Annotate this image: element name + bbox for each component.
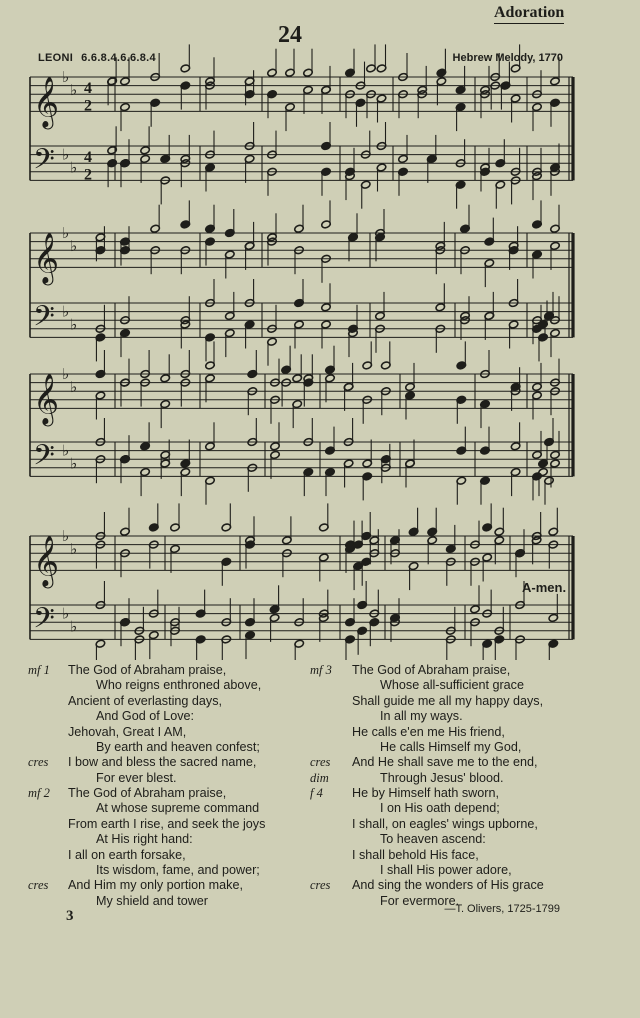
verse-line-text: The God of Abraham praise, [68, 786, 227, 800]
verse-3 [310, 663, 544, 786]
verse-line [68, 894, 265, 909]
verse-line-text: I bow and bless the sacred name, [68, 755, 257, 770]
flat-icon: ♭ [70, 158, 78, 177]
verse-line-text: In all my ways. [380, 709, 463, 724]
flat-icon: ♭ [62, 224, 70, 242]
verse-line-text: And He shall save me to the end, [352, 755, 538, 770]
verse-line-text: By earth and heaven confest; [96, 739, 260, 754]
verse-4 [310, 786, 544, 909]
flat-icon: ♭ [70, 617, 78, 636]
treble-clef-icon: 𝄞 [33, 76, 60, 128]
verse-line [68, 848, 265, 863]
verse-line [28, 663, 261, 678]
verse-line [28, 878, 265, 893]
flat-icon: ♭ [62, 365, 70, 383]
flat-icon: ♭ [62, 68, 70, 86]
bass-clef-icon: 𝄢 [33, 601, 55, 642]
flat-icon: ♭ [62, 604, 70, 623]
verse-line-text: Its wisdom, fame, and power; [96, 862, 260, 877]
verse-line-text: He calls e'en me His friend, [352, 724, 505, 739]
flat-icon: ♭ [62, 441, 70, 460]
verse-line [310, 770, 543, 786]
verse-line [352, 725, 543, 740]
verse-line [68, 678, 261, 693]
verse-line [352, 817, 544, 832]
verse-line-text: I shall behold His face, [352, 847, 479, 862]
verse-line [310, 786, 544, 801]
bass-clef-icon: 𝄢 [33, 438, 55, 479]
verse-line-text: Jehovah, Great I AM, [68, 724, 187, 739]
verse-line-text: I shall, on eagles' wings upborne, [352, 816, 538, 831]
verse-line [68, 740, 261, 755]
verse-line [352, 848, 544, 863]
verse-marker: mf 1 [28, 663, 50, 677]
flat-icon: ♭ [62, 302, 70, 321]
verse-line-text: Whose all-sufficient grace [380, 678, 524, 693]
verse-line-text: From earth I rise, and seek the joys [68, 816, 266, 831]
verse-marker: mf 3 [310, 663, 332, 677]
flat-icon: ♭ [70, 539, 78, 558]
verse-line [68, 694, 261, 709]
tune-meter: 6.6.8.4.6.6.8.4 [81, 52, 156, 64]
text-attribution: —T. Olivers, 1725-1799 [444, 903, 560, 915]
verse-line [352, 832, 544, 847]
verse-line-text: For ever blest. [96, 770, 177, 785]
verse-line [28, 755, 261, 770]
verse-marker: mf 2 [28, 786, 50, 800]
verse-line [68, 817, 265, 832]
verse-marker: f 4 [310, 786, 323, 800]
verse-line [310, 755, 543, 770]
flat-icon: ♭ [70, 377, 78, 396]
verse-line [352, 863, 544, 878]
verse-line-text: Who reigns enthroned above, [96, 678, 262, 693]
verse-line [352, 709, 543, 724]
verse-line-text: The God of Abraham praise, [352, 663, 511, 677]
verse-line [68, 832, 265, 847]
verse-line-text: And God of Love: [96, 709, 195, 724]
flat-icon: ♭ [70, 454, 78, 473]
dynamic-marking: cres [310, 755, 331, 770]
treble-clef-icon: 𝄞 [33, 373, 60, 425]
dynamic-marking: dim [310, 770, 329, 785]
verse-line-text: Ancient of everlasting days, [68, 693, 223, 708]
verse-line [68, 771, 261, 786]
flat-icon: ♭ [70, 80, 78, 99]
verse-1 [28, 663, 262, 786]
tune-source: Hebrew Melody, 1770 [452, 52, 563, 64]
verse-line-text: My shield and tower [96, 893, 208, 908]
tune-name-label: LEONI [38, 52, 74, 64]
amen-label: A-men. [522, 580, 567, 595]
bass-clef-icon: 𝄢 [33, 142, 55, 183]
verse-line [352, 801, 544, 816]
treble-clef-icon: 𝄞 [33, 535, 60, 587]
verse-line [68, 863, 265, 878]
verse-line [352, 740, 543, 755]
verse-line [310, 663, 543, 678]
verse-line-text: And Him my only portion make, [68, 878, 243, 893]
verse-line-text: He calls Himself my God, [380, 739, 522, 754]
verse-line [352, 694, 543, 709]
flat-icon: ♭ [70, 236, 78, 255]
verse-line [28, 786, 265, 801]
section-topic: Adoration [494, 4, 564, 24]
verse-line-text: He by Himself hath sworn, [352, 786, 499, 800]
hymn-number: 24 [278, 22, 302, 48]
dynamic-marking: cres [28, 755, 49, 770]
verse-line-text: And sing the wonders of His grace [352, 878, 544, 893]
flat-icon: ♭ [62, 527, 70, 545]
verse-line-text: I on His oath depend; [380, 801, 500, 816]
verse-line-text: At whose supreme command [96, 801, 260, 816]
verse-line-text: To heaven ascend: [380, 832, 486, 847]
verse-line-text: Shall guide me all my happy days, [352, 693, 544, 708]
treble-clef-icon: 𝄞 [33, 232, 60, 284]
verse-line [68, 725, 261, 740]
time-signature-bottom: 2 [84, 166, 92, 184]
time-signature-top: 4 [84, 80, 92, 98]
flat-icon: ♭ [62, 145, 70, 164]
verse-line-text: The God of Abraham praise, [68, 663, 227, 677]
verse-line [352, 678, 543, 693]
flat-icon: ♭ [70, 315, 78, 334]
verse-line-text: I shall His power adore, [380, 862, 512, 877]
verse-line [68, 801, 265, 816]
time-signature-top: 4 [84, 149, 92, 167]
dynamic-marking: cres [28, 878, 49, 893]
verse-2 [28, 786, 266, 909]
time-signature-bottom: 2 [84, 97, 92, 115]
verse-line-text: At His right hand: [96, 832, 193, 847]
verse-line-text: For evermore. [380, 893, 460, 908]
verse-line-text: I all on earth forsake, [68, 847, 186, 862]
verse-line-text: Through Jesus' blood. [380, 770, 504, 785]
page-number: 3 [66, 908, 74, 924]
dynamic-marking: cres [310, 878, 331, 893]
verse-line [310, 878, 544, 893]
bass-clef-icon: 𝄢 [33, 299, 55, 340]
verse-line [68, 709, 261, 724]
